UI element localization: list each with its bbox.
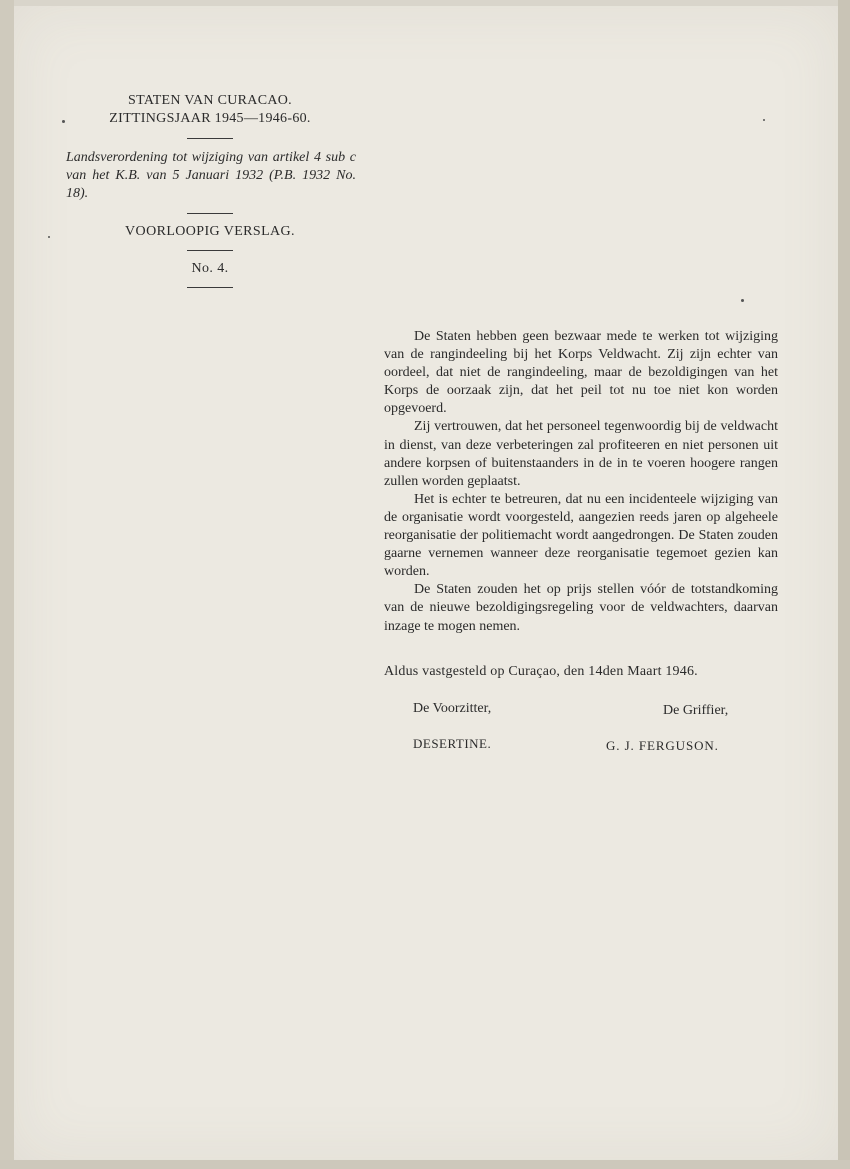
header-divider: [187, 250, 233, 251]
chair-title: De Voorzitter,: [413, 701, 492, 716]
paper-speck: [763, 119, 765, 121]
paper-speck: [62, 120, 65, 123]
report-type: VOORLOOPIG VERSLAG.: [125, 224, 295, 239]
report-number: No. 4.: [191, 261, 229, 276]
header-divider: [187, 138, 233, 139]
body-paragraph: Zij vertrouwen, dat het personeel tegenwoordig bij de veldwacht in dienst, van deze verbeteringen zal profiteeren en niet personen uit andere korpsen of buitenstaanders in de in te voeren hoogere rangen zullen worden geplaatst.: [384, 419, 778, 489]
clerk-title: De Griffier,: [663, 703, 729, 718]
header-divider: [187, 287, 233, 288]
header-session-year: ZITTINGSJAAR 1945—1946-60.: [109, 111, 311, 126]
paper-speck: [48, 236, 50, 238]
body-paragraph: Het is echter te betreuren, dat nu een incidenteele wijziging van de organisatie wordt voorgesteld, aangezien reeds jaren op algeheele reorganisatie der politiemacht wordt aangedrongen. De Staten zouden gaarne vernemen wanneer deze reorganisatie tegemoet gezien kan worden.: [384, 491, 778, 580]
body-paragraph: De Staten zouden het op prijs stellen vóór de totstandkoming van de nieuwe bezoldigingsregeling voor de veldwachters, daarvan inzage te mogen nemen.: [384, 582, 778, 634]
scan-border-left: [0, 0, 14, 1169]
document-header: [60, 92, 360, 298]
header-subject: Landsverordening tot wijziging van artikel 4 sub c van het K.B. van 5 Januari 1932 (P.B. 1932 No. 18).: [66, 150, 356, 201]
header-divider: [187, 213, 233, 214]
chair-name: DESERTINE.: [413, 736, 492, 751]
scan-border-right: [838, 0, 850, 1169]
report-body: [384, 328, 778, 636]
header-institution: STATEN VAN CURACAO.: [128, 93, 292, 108]
body-paragraph: De Staten hebben geen bezwaar mede te werken tot wijziging van de rangindeeling bij het Korps Veldwacht. Zij zijn echter van oordeel, dat niet de rangindeeling, maar de bezoldigingen van het Korps de oorzaak zijn, dat het peil tot nu toe niet kon worden opgevoerd.: [384, 329, 778, 417]
scan-border-bottom: [0, 1160, 850, 1169]
paper-speck: [741, 299, 744, 302]
adoption-line: Aldus vastgesteld op Curaçao, den 14den Maart 1946.: [384, 664, 698, 679]
clerk-name: G. J. FERGUSON.: [606, 738, 719, 753]
